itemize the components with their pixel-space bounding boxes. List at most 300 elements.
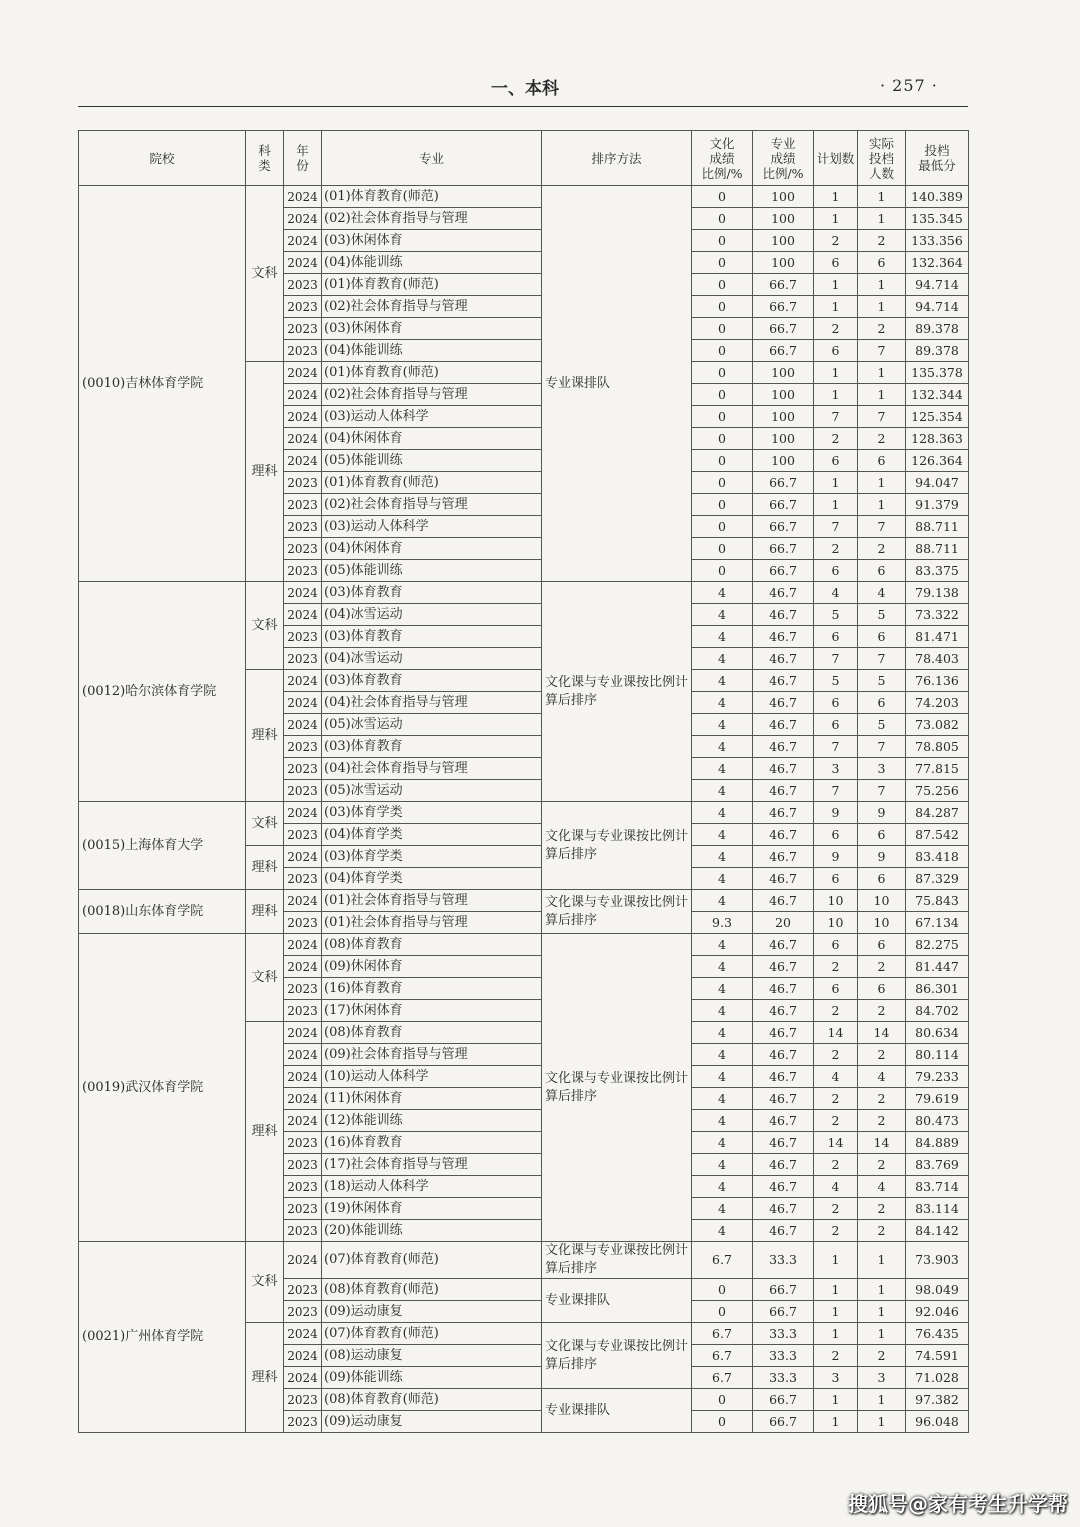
admitted-count: 6 (858, 978, 906, 1000)
table-row (79, 890, 969, 912)
year-cell: 2023 (284, 648, 322, 670)
table-row (79, 582, 969, 604)
min-score: 94.714 (906, 296, 969, 318)
culture-ratio: 4 (692, 736, 753, 758)
plan-count: 3 (814, 758, 858, 780)
major-ratio: 46.7 (753, 868, 814, 890)
min-score: 74.591 (906, 1345, 969, 1367)
plan-count: 1 (814, 1411, 858, 1433)
school-name: (0019)武汉体育学院 (79, 934, 246, 1242)
column-header: 实际 投档 人数 (858, 131, 906, 186)
year-cell: 2023 (284, 1301, 322, 1323)
year-cell: 2024 (284, 208, 322, 230)
admitted-count: 2 (858, 1220, 906, 1242)
major-cell: (05)冰雪运动 (322, 780, 542, 802)
year-cell: 2023 (284, 1154, 322, 1176)
admitted-count: 4 (858, 582, 906, 604)
year-cell: 2024 (284, 384, 322, 406)
admitted-count: 2 (858, 230, 906, 252)
major-ratio: 46.7 (753, 956, 814, 978)
column-header: 投档 最低分 (906, 131, 969, 186)
plan-count: 6 (814, 868, 858, 890)
plan-count: 1 (814, 384, 858, 406)
min-score: 126.364 (906, 450, 969, 472)
culture-ratio: 4 (692, 1000, 753, 1022)
min-score: 132.364 (906, 252, 969, 274)
year-cell: 2024 (284, 1345, 322, 1367)
major-cell: (17)休闲体育 (322, 1000, 542, 1022)
year-cell: 2023 (284, 868, 322, 890)
major-ratio: 46.7 (753, 934, 814, 956)
culture-ratio: 4 (692, 868, 753, 890)
year-cell: 2024 (284, 934, 322, 956)
admitted-count: 2 (858, 1088, 906, 1110)
min-score: 87.329 (906, 868, 969, 890)
table-row (79, 802, 969, 824)
major-ratio: 46.7 (753, 1132, 814, 1154)
page-header-section: 一、本科 (491, 79, 559, 99)
major-ratio: 66.7 (753, 494, 814, 516)
major-ratio: 33.3 (753, 1323, 814, 1345)
major-ratio: 46.7 (753, 1088, 814, 1110)
admitted-count: 2 (858, 1044, 906, 1066)
major-ratio: 33.3 (753, 1367, 814, 1389)
culture-ratio: 9.3 (692, 912, 753, 934)
major-cell: (03)运动人体科学 (322, 516, 542, 538)
major-cell: (07)体育教育(师范) (322, 1323, 542, 1345)
culture-ratio: 4 (692, 846, 753, 868)
plan-count: 14 (814, 1132, 858, 1154)
year-cell: 2024 (284, 362, 322, 384)
major-ratio: 46.7 (753, 1154, 814, 1176)
major-cell: (08)体育教育(师范) (322, 1389, 542, 1411)
admitted-count: 6 (858, 560, 906, 582)
plan-count: 2 (814, 1088, 858, 1110)
year-cell: 2023 (284, 296, 322, 318)
admission-table (78, 130, 969, 1433)
min-score: 75.843 (906, 890, 969, 912)
plan-count: 1 (814, 186, 858, 208)
min-score: 71.028 (906, 1367, 969, 1389)
subject-category: 文科 (246, 186, 284, 362)
admitted-count: 1 (858, 494, 906, 516)
year-cell: 2024 (284, 1323, 322, 1345)
culture-ratio: 4 (692, 1220, 753, 1242)
major-ratio: 46.7 (753, 736, 814, 758)
plan-count: 2 (814, 538, 858, 560)
major-cell: (18)运动人体科学 (322, 1176, 542, 1198)
year-cell: 2023 (284, 736, 322, 758)
min-score: 80.634 (906, 1022, 969, 1044)
major-cell: (05)体能训练 (322, 560, 542, 582)
admitted-count: 5 (858, 714, 906, 736)
major-ratio: 66.7 (753, 1411, 814, 1433)
sort-method: 文化课与专业课按比例计算后排序 (542, 802, 692, 890)
min-score: 125.354 (906, 406, 969, 428)
table-row (79, 186, 969, 208)
plan-count: 1 (814, 274, 858, 296)
culture-ratio: 0 (692, 472, 753, 494)
plan-count: 9 (814, 802, 858, 824)
year-cell: 2024 (284, 230, 322, 252)
min-score: 79.138 (906, 582, 969, 604)
major-cell: (04)社会体育指导与管理 (322, 692, 542, 714)
year-cell: 2024 (284, 186, 322, 208)
major-ratio: 46.7 (753, 582, 814, 604)
min-score: 67.134 (906, 912, 969, 934)
culture-ratio: 0 (692, 362, 753, 384)
culture-ratio: 0 (692, 560, 753, 582)
major-ratio: 100 (753, 450, 814, 472)
major-ratio: 46.7 (753, 1044, 814, 1066)
culture-ratio: 0 (692, 450, 753, 472)
major-cell: (10)运动人体科学 (322, 1066, 542, 1088)
major-cell: (02)社会体育指导与管理 (322, 296, 542, 318)
plan-count: 2 (814, 1220, 858, 1242)
culture-ratio: 0 (692, 230, 753, 252)
admitted-count: 1 (858, 1411, 906, 1433)
plan-count: 7 (814, 406, 858, 428)
major-ratio: 100 (753, 208, 814, 230)
major-cell: (19)休闲体育 (322, 1198, 542, 1220)
admitted-count: 2 (858, 538, 906, 560)
major-cell: (04)体能训练 (322, 340, 542, 362)
culture-ratio: 4 (692, 582, 753, 604)
major-ratio: 46.7 (753, 978, 814, 1000)
min-score: 83.375 (906, 560, 969, 582)
plan-count: 1 (814, 1389, 858, 1411)
major-ratio: 46.7 (753, 890, 814, 912)
major-ratio: 46.7 (753, 1022, 814, 1044)
subject-category: 理科 (246, 1323, 284, 1433)
school-name: (0021)广州体育学院 (79, 1242, 246, 1433)
min-score: 84.702 (906, 1000, 969, 1022)
major-ratio: 66.7 (753, 340, 814, 362)
major-cell: (01)社会体育指导与管理 (322, 912, 542, 934)
admitted-count: 1 (858, 1242, 906, 1279)
major-ratio: 33.3 (753, 1242, 814, 1279)
major-ratio: 20 (753, 912, 814, 934)
min-score: 82.275 (906, 934, 969, 956)
admitted-count: 7 (858, 340, 906, 362)
plan-count: 6 (814, 714, 858, 736)
plan-count: 14 (814, 1022, 858, 1044)
culture-ratio: 0 (692, 494, 753, 516)
plan-count: 10 (814, 912, 858, 934)
min-score: 78.403 (906, 648, 969, 670)
culture-ratio: 4 (692, 1110, 753, 1132)
subject-category: 理科 (246, 1022, 284, 1242)
subject-category: 理科 (246, 362, 284, 582)
major-ratio: 46.7 (753, 626, 814, 648)
sort-method: 文化课与专业课按比例计算后排序 (542, 890, 692, 934)
admitted-count: 9 (858, 846, 906, 868)
major-cell: (16)体育教育 (322, 978, 542, 1000)
plan-count: 2 (814, 1345, 858, 1367)
admitted-count: 7 (858, 736, 906, 758)
major-cell: (03)体育教育 (322, 736, 542, 758)
year-cell: 2023 (284, 758, 322, 780)
culture-ratio: 0 (692, 384, 753, 406)
admitted-count: 2 (858, 1198, 906, 1220)
major-ratio: 66.7 (753, 296, 814, 318)
plan-count: 2 (814, 230, 858, 252)
major-ratio: 46.7 (753, 780, 814, 802)
admitted-count: 1 (858, 186, 906, 208)
culture-ratio: 0 (692, 318, 753, 340)
major-ratio: 46.7 (753, 1176, 814, 1198)
plan-count: 6 (814, 252, 858, 274)
school-name: (0012)哈尔滨体育学院 (79, 582, 246, 802)
major-ratio: 46.7 (753, 802, 814, 824)
column-header: 年 份 (284, 131, 322, 186)
major-ratio: 66.7 (753, 472, 814, 494)
year-cell: 2023 (284, 1198, 322, 1220)
subject-category: 理科 (246, 890, 284, 934)
column-header: 计划数 (814, 131, 858, 186)
major-cell: (08)体育教育(师范) (322, 1279, 542, 1301)
year-cell: 2024 (284, 1066, 322, 1088)
major-cell: (08)运动康复 (322, 1345, 542, 1367)
culture-ratio: 4 (692, 890, 753, 912)
major-ratio: 66.7 (753, 318, 814, 340)
min-score: 91.379 (906, 494, 969, 516)
major-ratio: 46.7 (753, 1000, 814, 1022)
source-watermark: 搜狐号@家有考生升学帮 (848, 1492, 1068, 1516)
admitted-count: 6 (858, 868, 906, 890)
min-score: 83.714 (906, 1176, 969, 1198)
plan-count: 7 (814, 736, 858, 758)
culture-ratio: 0 (692, 1301, 753, 1323)
major-cell: (04)体育学类 (322, 824, 542, 846)
column-header: 院校 (79, 131, 246, 186)
admitted-count: 2 (858, 956, 906, 978)
admitted-count: 1 (858, 1279, 906, 1301)
major-ratio: 46.7 (753, 714, 814, 736)
year-cell: 2024 (284, 714, 322, 736)
plan-count: 6 (814, 626, 858, 648)
culture-ratio: 0 (692, 208, 753, 230)
sort-method: 专业课排队 (542, 1279, 692, 1323)
admitted-count: 1 (858, 1389, 906, 1411)
major-ratio: 46.7 (753, 692, 814, 714)
culture-ratio: 4 (692, 648, 753, 670)
min-score: 80.473 (906, 1110, 969, 1132)
sort-method: 文化课与专业课按比例计算后排序 (542, 1323, 692, 1389)
year-cell: 2024 (284, 406, 322, 428)
plan-count: 1 (814, 296, 858, 318)
admitted-count: 6 (858, 450, 906, 472)
year-cell: 2023 (284, 1279, 322, 1301)
admitted-count: 1 (858, 472, 906, 494)
admitted-count: 2 (858, 1110, 906, 1132)
major-cell: (03)休闲体育 (322, 318, 542, 340)
major-cell: (09)运动康复 (322, 1411, 542, 1433)
sort-method: 文化课与专业课按比例计算后排序 (542, 582, 692, 802)
min-score: 76.435 (906, 1323, 969, 1345)
plan-count: 2 (814, 1000, 858, 1022)
major-cell: (17)社会体育指导与管理 (322, 1154, 542, 1176)
plan-count: 6 (814, 692, 858, 714)
major-ratio: 100 (753, 406, 814, 428)
culture-ratio: 4 (692, 1198, 753, 1220)
admitted-count: 2 (858, 1345, 906, 1367)
min-score: 89.378 (906, 340, 969, 362)
culture-ratio: 4 (692, 1088, 753, 1110)
culture-ratio: 6.7 (692, 1242, 753, 1279)
admitted-count: 7 (858, 516, 906, 538)
major-cell: (09)社会体育指导与管理 (322, 1044, 542, 1066)
year-cell: 2023 (284, 780, 322, 802)
major-cell: (04)体育学类 (322, 868, 542, 890)
plan-count: 2 (814, 1110, 858, 1132)
major-ratio: 46.7 (753, 670, 814, 692)
min-score: 88.711 (906, 516, 969, 538)
plan-count: 2 (814, 318, 858, 340)
min-score: 79.233 (906, 1066, 969, 1088)
major-ratio: 66.7 (753, 1389, 814, 1411)
year-cell: 2024 (284, 428, 322, 450)
plan-count: 4 (814, 1066, 858, 1088)
column-header: 专业 成绩 比例/% (753, 131, 814, 186)
plan-count: 7 (814, 516, 858, 538)
year-cell: 2023 (284, 538, 322, 560)
culture-ratio: 0 (692, 538, 753, 560)
min-score: 88.711 (906, 538, 969, 560)
min-score: 87.542 (906, 824, 969, 846)
culture-ratio: 4 (692, 692, 753, 714)
year-cell: 2023 (284, 318, 322, 340)
admitted-count: 1 (858, 384, 906, 406)
plan-count: 2 (814, 1154, 858, 1176)
culture-ratio: 0 (692, 1411, 753, 1433)
culture-ratio: 4 (692, 604, 753, 626)
major-cell: (04)冰雪运动 (322, 604, 542, 626)
major-ratio: 46.7 (753, 846, 814, 868)
major-cell: (01)体育教育(师范) (322, 472, 542, 494)
plan-count: 4 (814, 582, 858, 604)
major-cell: (02)社会体育指导与管理 (322, 208, 542, 230)
culture-ratio: 6.7 (692, 1367, 753, 1389)
min-score: 84.287 (906, 802, 969, 824)
admitted-count: 9 (858, 802, 906, 824)
header-rule (78, 106, 968, 107)
school-name: (0010)吉林体育学院 (79, 186, 246, 582)
major-cell: (09)体能训练 (322, 1367, 542, 1389)
admitted-count: 6 (858, 934, 906, 956)
column-header: 专业 (322, 131, 542, 186)
year-cell: 2023 (284, 516, 322, 538)
admitted-count: 5 (858, 670, 906, 692)
major-cell: (07)体育教育(师范) (322, 1242, 542, 1279)
major-cell: (01)体育教育(师范) (322, 274, 542, 296)
culture-ratio: 4 (692, 1132, 753, 1154)
admitted-count: 10 (858, 912, 906, 934)
plan-count: 2 (814, 1044, 858, 1066)
school-name: (0015)上海体育大学 (79, 802, 246, 890)
year-cell: 2023 (284, 1389, 322, 1411)
min-score: 84.889 (906, 1132, 969, 1154)
plan-count: 2 (814, 428, 858, 450)
plan-count: 5 (814, 670, 858, 692)
culture-ratio: 4 (692, 978, 753, 1000)
major-ratio: 66.7 (753, 274, 814, 296)
min-score: 73.903 (906, 1242, 969, 1279)
table-row (79, 1242, 969, 1279)
culture-ratio: 0 (692, 186, 753, 208)
plan-count: 6 (814, 824, 858, 846)
min-score: 73.082 (906, 714, 969, 736)
admitted-count: 7 (858, 648, 906, 670)
year-cell: 2024 (284, 252, 322, 274)
admitted-count: 6 (858, 824, 906, 846)
plan-count: 2 (814, 956, 858, 978)
major-cell: (08)体育教育 (322, 934, 542, 956)
major-cell: (08)体育教育 (322, 1022, 542, 1044)
culture-ratio: 4 (692, 956, 753, 978)
min-score: 79.619 (906, 1088, 969, 1110)
major-ratio: 100 (753, 384, 814, 406)
year-cell: 2023 (284, 1132, 322, 1154)
admitted-count: 2 (858, 428, 906, 450)
major-cell: (03)体育教育 (322, 670, 542, 692)
table-row (79, 934, 969, 956)
year-cell: 2023 (284, 978, 322, 1000)
year-cell: 2023 (284, 560, 322, 582)
major-ratio: 33.3 (753, 1345, 814, 1367)
major-ratio: 66.7 (753, 1301, 814, 1323)
plan-count: 9 (814, 846, 858, 868)
major-cell: (01)体育教育(师范) (322, 186, 542, 208)
min-score: 73.322 (906, 604, 969, 626)
admitted-count: 7 (858, 406, 906, 428)
year-cell: 2024 (284, 802, 322, 824)
min-score: 92.046 (906, 1301, 969, 1323)
sort-method: 专业课排队 (542, 1389, 692, 1433)
column-header: 文化 成绩 比例/% (692, 131, 753, 186)
subject-category: 文科 (246, 934, 284, 1022)
min-score: 83.418 (906, 846, 969, 868)
culture-ratio: 6.7 (692, 1323, 753, 1345)
admitted-count: 7 (858, 780, 906, 802)
major-cell: (01)体育教育(师范) (322, 362, 542, 384)
admitted-count: 1 (858, 296, 906, 318)
major-cell: (20)体能训练 (322, 1220, 542, 1242)
min-score: 78.805 (906, 736, 969, 758)
culture-ratio: 0 (692, 1279, 753, 1301)
plan-count: 1 (814, 362, 858, 384)
min-score: 140.389 (906, 186, 969, 208)
min-score: 94.047 (906, 472, 969, 494)
plan-count: 1 (814, 1301, 858, 1323)
major-cell: (11)休闲体育 (322, 1088, 542, 1110)
culture-ratio: 6.7 (692, 1345, 753, 1367)
major-ratio: 46.7 (753, 604, 814, 626)
major-cell: (04)休闲体育 (322, 538, 542, 560)
admitted-count: 4 (858, 1176, 906, 1198)
subject-category: 理科 (246, 846, 284, 890)
plan-count: 5 (814, 604, 858, 626)
admitted-count: 2 (858, 1154, 906, 1176)
table-header-row (79, 131, 969, 186)
min-score: 76.136 (906, 670, 969, 692)
year-cell: 2024 (284, 1022, 322, 1044)
culture-ratio: 0 (692, 340, 753, 362)
major-cell: (03)体育学类 (322, 846, 542, 868)
plan-count: 3 (814, 1367, 858, 1389)
subject-category: 文科 (246, 802, 284, 846)
year-cell: 2023 (284, 912, 322, 934)
